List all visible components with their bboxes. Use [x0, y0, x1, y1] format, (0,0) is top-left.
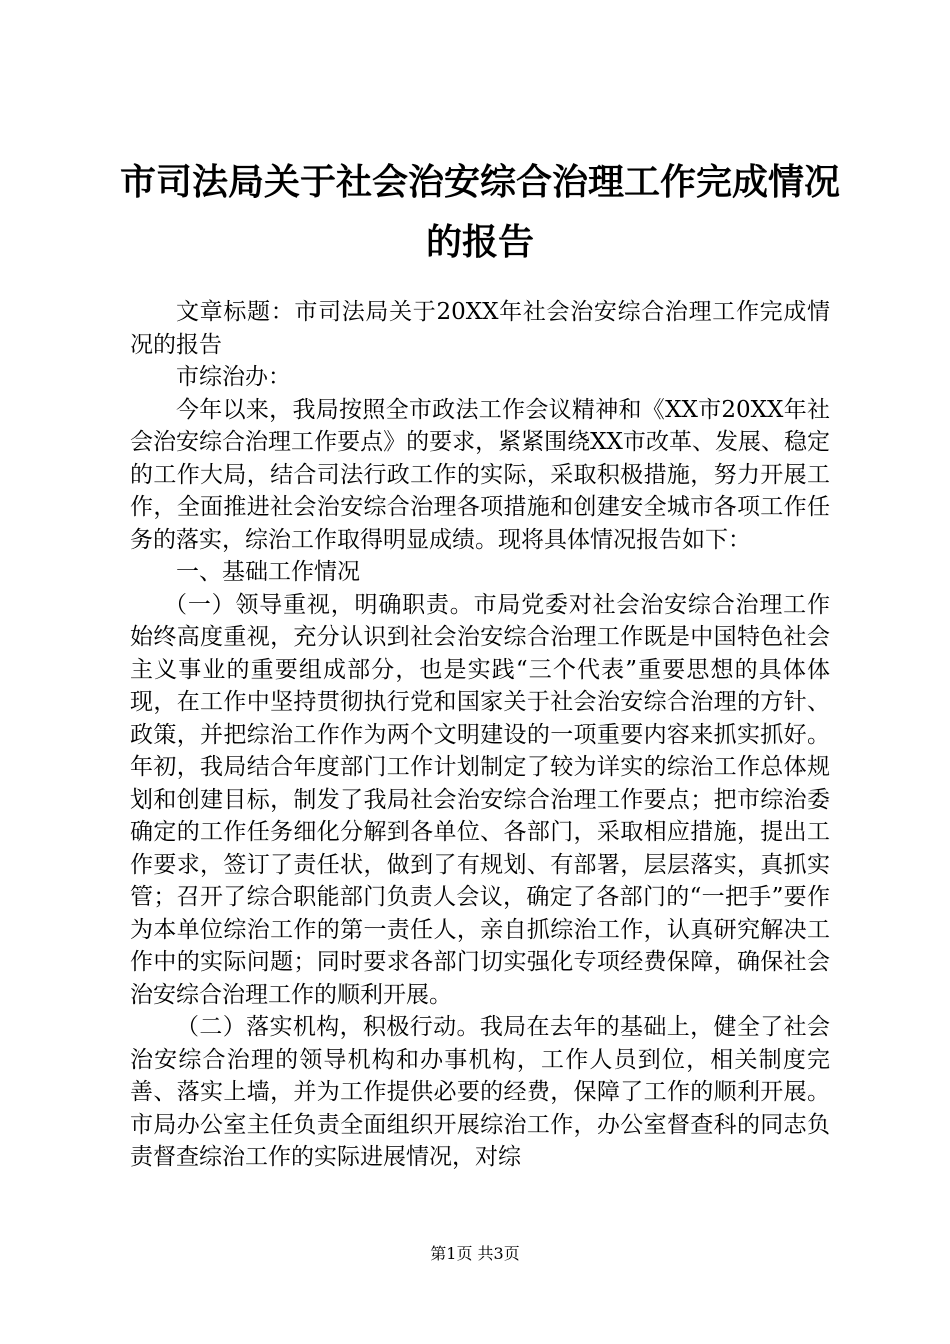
section-1-paragraph: （一）领导重视，明确职责。市局党委对社会治安综合治理工作始终高度重视，充分认识到社会治安综合治理工作既是中国特色社会主义事业的重要组成部分，也是实践“三个代表”重要思想的具体体现，在工作中坚持贯彻执行党和国家关于社会治安综合治理的方针、政策，并把综治工作作为两个文明建设的一项重要内容来抓实抓好。年初，我局结合年度部门工作计划制定了较为详实的综治工作总体规划和创建目标，制发了我局社会治安综合治理工作要点；把市综治委确定的工作任务细化分解到各单位、各部门，采取相应措施，提出工作要求，签订了责任状，做到了有规划、有部署，层层落实，真抓实管；召开了综合职能部门负责人会议，确定了各部门的“一把手”要作为本单位综治工作的第一责任人，亲自抓综治工作，认真研究解决工作中的实际问题；同时要求各部门切实强化专项经费保障，确保社会治安综合治理工作的顺利开展。 [130, 591, 830, 1008]
article-title-paragraph: 文章标题：市司法局关于20XX年社会治安综合治理工作完成情况的报告 [130, 299, 830, 358]
document-body [130, 296, 830, 1174]
document-title-line1: 市司法局关于社会治安综合治理工作完成情况 [119, 161, 840, 203]
salutation-paragraph: 市综治办： [176, 364, 291, 390]
page-footer: 第1页 共3页 [430, 1244, 520, 1263]
intro-paragraph: 今年以来，我局按照全市政法工作会议精神和《XX市20XX年社会治安综合治理工作要点》的要求，紧紧围绕XX市改革、发展、稳定的工作大局，结合司法行政工作的实际，采取积极措施，努力开展工作，全面推进社会治安综合治理各项措施和创建安全城市各项工作任务的落实，综治工作取得明显成绩。现将具体情况报告如下： [130, 396, 830, 553]
section-2-paragraph: （二）落实机构，积极行动。我局在去年的基础上，健全了社会治安综合治理的领导机构和办事机构，工作人员到位，相关制度完善、落实上墙，并为工作提供必要的经费，保障了工作的顺利开展。市局办公室主任负责全面组织开展综治工作，办公室督查科的同志负责督查综治工作的实际进展情况，对综 [130, 1014, 830, 1170]
section-heading: 一、基础工作情况 [176, 559, 360, 585]
document-title-line2: 的报告 [425, 221, 534, 263]
